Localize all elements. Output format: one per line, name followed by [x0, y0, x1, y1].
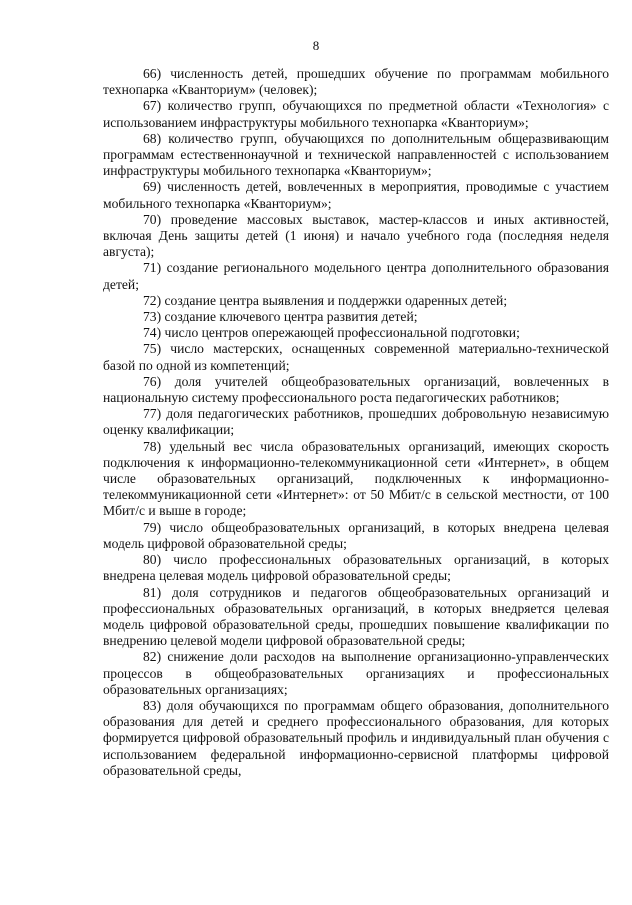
list-item: 79) число общеобразовательных организаций, в которых внедрена целевая модель цифровой образовательной среды; — [103, 519, 609, 551]
list-item: 83) доля обучающихся по программам общего образования, дополнительного образования для детей и среднего профессионального образования, для которых формируется цифровой образовательный профиль и индивидуальный план обучения с использованием федеральной информационно-сервисной платформы цифровой образовательной среды, — [103, 697, 609, 778]
list-item: 76) доля учителей общеобразовательных организаций, вовлеченных в национальную систему профессионального роста педагогических работников; — [103, 373, 609, 406]
list-item: 80) число профессиональных образовательных организаций, в которых внедрена целевая модель цифровой образовательной среды; — [103, 552, 609, 584]
document-body — [103, 66, 609, 779]
list-item: 67) количество групп, обучающихся по предметной области «Технология» с использованием инфраструктуры мобильного технопарка «Кванториум»; — [103, 98, 609, 130]
page-number: 8 — [312, 38, 320, 53]
list-item: 81) доля сотрудников и педагогов общеобразовательных организаций и профессиональных образовательных организаций, в которых внедряется целевая модель цифровой образовательной среды, прошедших повышение квалификации по внедрению целевой модели цифровой образовательной среды; — [103, 584, 609, 649]
list-item: 70) проведение массовых выставок, мастер-классов и иных активностей, включая День защиты детей (1 июня) и начало учебного года (последняя неделя августа); — [103, 211, 609, 260]
list-item: 69) численность детей, вовлеченных в мероприятия, проводимые с участием мобильного технопарка «Кванториум»; — [103, 179, 609, 211]
list-item: 74) число центров опережающей профессиональной подготовки; — [143, 325, 520, 341]
list-item: 72) создание центра выявления и поддержки одаренных детей; — [143, 292, 508, 308]
list-item: 66) численность детей, прошедших обучение по программам мобильного технопарка «Кванториум» (человек); — [103, 66, 609, 98]
list-item: 75) число мастерских, оснащенных современной материально-технической базой по одной из компетенций; — [103, 341, 609, 373]
list-item: 73) создание ключевого центра развития детей; — [143, 309, 418, 325]
list-item: 71) создание регионального модельного центра дополнительного образования детей; — [103, 260, 609, 292]
list-item: 82) снижение доли расходов на выполнение организационно-управленческих процессов в общеобразовательных организациях и профессиональных образовательных организациях; — [103, 649, 609, 697]
list-item: 78) удельный вес числа образовательных организаций, имеющих скорость подключения к информационно-телекоммуникационной сети «Интернет», в общем числе образовательных организаций, подключенных к информационно-телекоммуникационной сети «Интернет»: от 50 Мбит/с в сельской местности, от 100 Мбит/с и выше в городе; — [103, 438, 609, 519]
list-item: 68) количество групп, обучающихся по дополнительным общеразвивающим программам естественнонаучной и технической направленностей с использованием инфраструктуры мобильного технопарка «Кванториум»; — [103, 130, 609, 179]
list-item: 77) доля педагогических работников, прошедших добровольную независимую оценку квалификации; — [103, 406, 609, 438]
